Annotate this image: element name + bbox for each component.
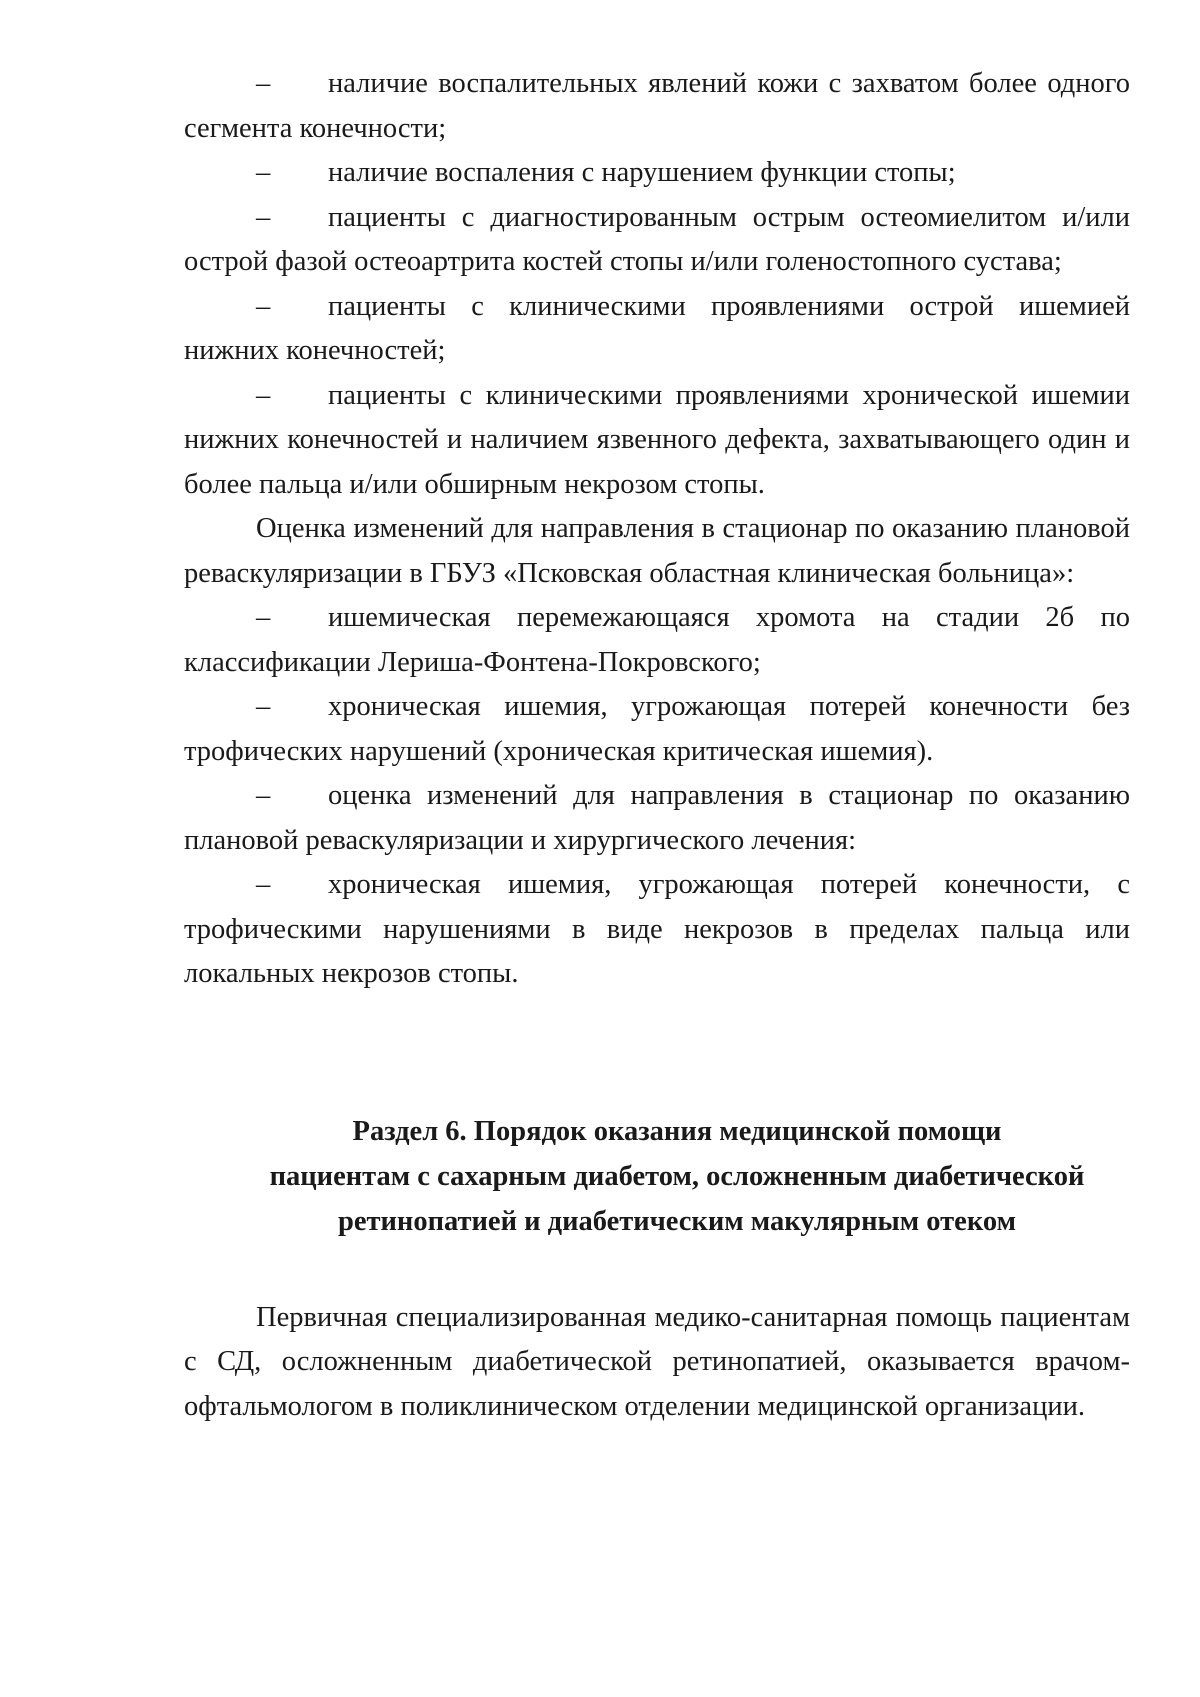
dash-marker: – xyxy=(256,691,271,722)
list-item-text: пациенты с клиническими проявлениями острой ишемией нижних конечностей; xyxy=(184,290,1130,366)
list-item xyxy=(184,62,1130,151)
document-page xyxy=(184,62,1130,1429)
list-item-text: пациенты с клиническими проявлениями хронической ишемии нижних конечностей и наличием язвенного дефекта, захватывающего один и более пальца и/или обширным некрозом стопы. xyxy=(184,379,1130,500)
assessment-paragraph: Оценка изменений для направления в стационар по оказанию плановой реваскуляризации в ГБУЗ «Псковская областная клиническая больница»: xyxy=(184,513,1130,589)
dash-marker: – xyxy=(256,201,271,233)
list-item xyxy=(184,863,1130,997)
dash-marker: – xyxy=(256,68,271,99)
section-paragraph: Первичная специализированная медико-санитарная помощь пациентам с СД, осложненным диабетической ретинопатией, оказывается врачом-офтальмологом в поликлиническом отделении медицинской организации. xyxy=(184,1301,1130,1422)
list-item xyxy=(184,374,1130,508)
list-item xyxy=(184,774,1130,863)
dash-marker: – xyxy=(256,157,271,188)
section-title-line: Раздел 6. Порядок оказания медицинской помощи xyxy=(352,1115,1002,1147)
list-item xyxy=(184,685,1130,774)
section-title xyxy=(184,1109,1130,1244)
dash-marker: – xyxy=(256,780,271,811)
list-item-text: хроническая ишемия, угрожающая потерей конечности без трофических нарушений (хроническая критическая ишемия). xyxy=(184,691,1130,767)
dash-marker: – xyxy=(256,869,271,900)
list-item xyxy=(184,196,1130,285)
section-title-line: ретинопатией и диабетическим макулярным отеком xyxy=(337,1205,1016,1237)
dash-marker: – xyxy=(256,602,271,633)
list-item xyxy=(184,285,1130,374)
list-item-text: хроническая ишемия, угрожающая потерей конечности, с трофическими нарушениями в виде некрозов в пределах пальца или локальных некрозов стопы. xyxy=(184,869,1130,989)
list-item xyxy=(184,151,1130,196)
dash-marker: – xyxy=(256,290,271,322)
dash-marker: – xyxy=(256,379,271,411)
list-item-text: пациенты с диагностированным острым остеомиелитом и/или острой фазой остеоартрита костей стопы и/или голеностопного сустава; xyxy=(184,201,1130,277)
section-title-line: пациентам с сахарным диабетом, осложненным диабетической xyxy=(269,1160,1085,1192)
list-item-text: наличие воспалительных явлений кожи с захватом более одного сегмента конечности; xyxy=(184,68,1130,144)
list-item xyxy=(184,596,1130,685)
list-item-text: наличие воспаления с нарушением функции стопы; xyxy=(328,157,956,188)
list-item-text: оценка изменений для направления в стационар по оказанию плановой реваскуляризации и хирургического лечения: xyxy=(184,780,1130,856)
list-item-text: ишемическая перемежающаяся хромота на стадии 2б по классификации Лериша-Фонтена-Покровского; xyxy=(184,602,1130,678)
